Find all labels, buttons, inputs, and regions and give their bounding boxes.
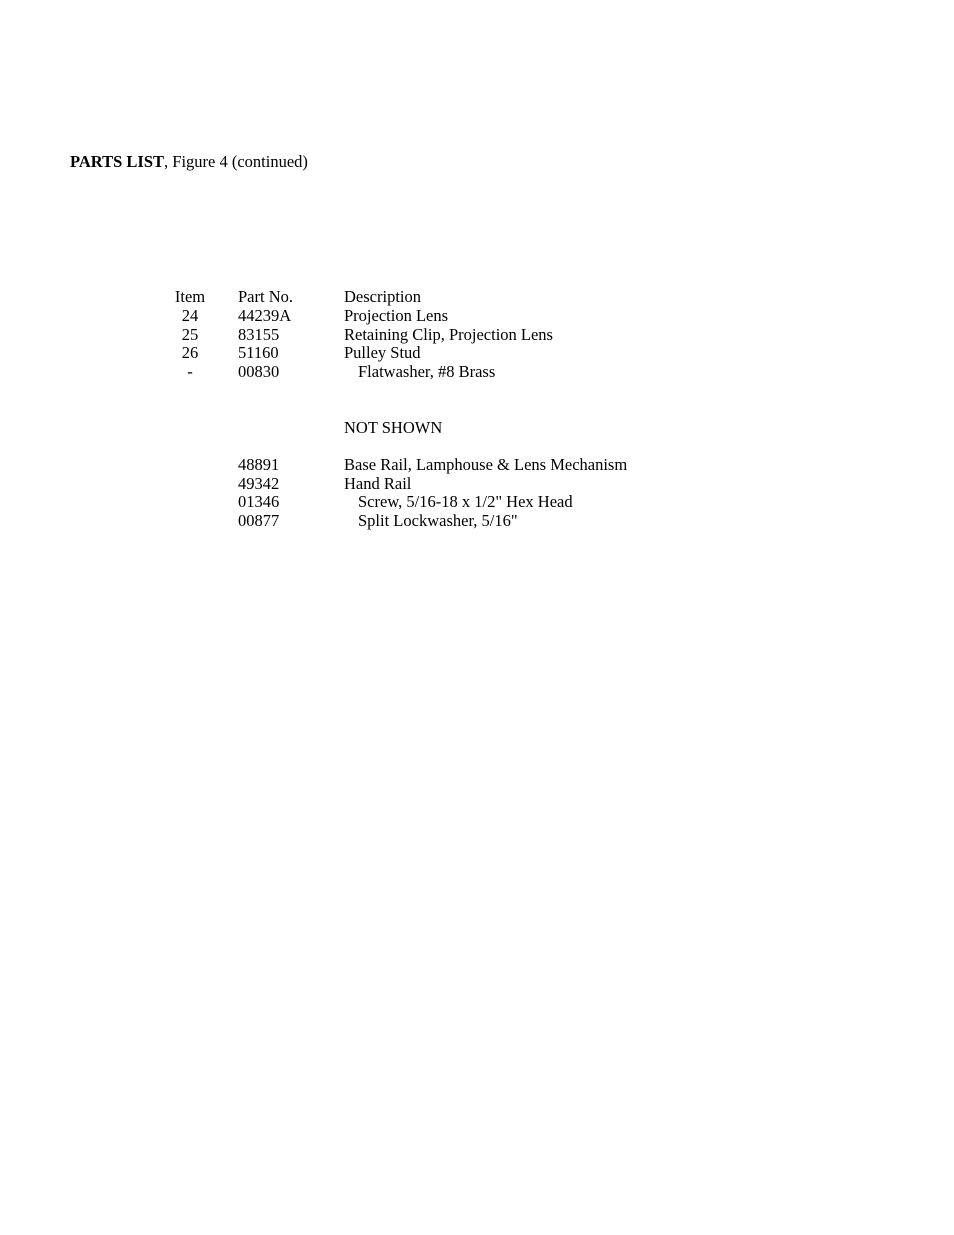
heading-rest: , Figure 4 (continued) (164, 152, 308, 171)
part-description: Base Rail, Lamphouse & Lens Mechanism (344, 455, 628, 474)
heading-bold: PARTS LIST (70, 152, 165, 171)
part-number: 00877 (238, 511, 280, 531)
column-header-part: Part No. (238, 287, 293, 306)
part-number: 51160 (238, 343, 279, 363)
item-number: - (187, 362, 193, 382)
parts-header-row (0, 287, 954, 306)
part-description: Retaining Clip, Projection Lens (344, 324, 553, 344)
page-heading (70, 152, 308, 172)
table-row (0, 306, 954, 325)
part-description: Screw, 5/16-18 x 1/2" Hex Head (358, 492, 573, 512)
column-header-item: Item (174, 287, 206, 306)
part-description: Split Lockwasher, 5/16" (358, 511, 518, 531)
part-number: 44239A (238, 306, 292, 325)
not-shown-title: NOT SHOWN (344, 418, 443, 437)
table-row (0, 343, 954, 362)
table-row (0, 325, 954, 344)
item-number: 24 (181, 306, 199, 325)
table-row (0, 455, 954, 474)
part-number: 00830 (238, 362, 280, 382)
item-number: 25 (181, 324, 199, 344)
part-number: 49342 (238, 473, 280, 493)
table-row (0, 492, 954, 511)
part-description: Projection Lens (344, 306, 449, 325)
part-description: Pulley Stud (344, 343, 421, 363)
part-number: 48891 (238, 455, 280, 474)
part-number: 83155 (238, 324, 280, 344)
column-header-description: Description (344, 287, 421, 306)
item-number: 26 (181, 343, 199, 363)
table-row (0, 474, 954, 493)
part-description: Hand Rail (344, 473, 412, 493)
table-row (0, 362, 954, 381)
part-description: Flatwasher, #8 Brass (358, 362, 496, 382)
table-row (0, 511, 954, 530)
part-number: 01346 (238, 492, 280, 512)
